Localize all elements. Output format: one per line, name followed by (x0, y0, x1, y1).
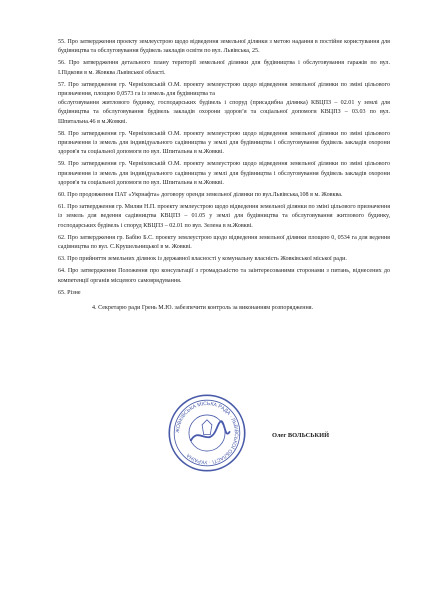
agenda-item-text: 61. Про затвердження гр. Миляи Н.П. проекту землеустрою щодо відведення земельної ділянки по зміні цільового призначення із земель для ведення садівництва КВЦПЗ – 01.05 у землі для будівництва та обслуговування житлового будинку, господарських будівель і споруд КВЦПЗ – 02.01 по вул. Зелена в м.Жовкві. (58, 204, 391, 229)
agenda-item (58, 203, 390, 231)
official-seal-stamp (166, 392, 248, 474)
agenda-item (58, 191, 390, 200)
agenda-item-text: 56. Про затвердження детального плану території земельної ділянки для будівництва і обслуговування гаражів по вул. І.Підкови в м. Жовква Львівської області. (58, 60, 390, 76)
agenda-item (58, 160, 390, 188)
agenda-item (58, 255, 390, 264)
control-paragraph: 4. Секретарю ради Грень М.Ю. забезпечити контроль за виконанням розпорядження. (92, 305, 314, 312)
seal-ring-text: ЖОВКІВСЬКА МІСЬКА РАДА · ЛЬВІВСЬКОЇ ОБЛАСТІ · УКРАЇНА (175, 401, 239, 465)
agenda-item-text: 62. Про затвердження гр. Бабію Б.С. проекту землеустрою щодо відведення земельної ділянки площею 0, 0534 га для ведення садівництва по вул. С.Крушельницької в м. Жовкві. (58, 234, 390, 251)
agenda-item (58, 38, 390, 56)
agenda-item (58, 81, 390, 127)
agenda-item-text: 57. Про затвердження гр. Черніховській О.М. проекту землеустрою щодо відведення земельної ділянки по зміні цільового призначення, площею 0,0573 га із земель для будівництва та (58, 81, 390, 98)
agenda-item (58, 234, 390, 252)
agenda-item-text: 63. Про прийняття земельних ділянок із державної власності у комунальну власність Жовківської міської ради. (58, 256, 347, 263)
agenda-item-text: обслуговування житлового будинку, господарських будівель і споруд (присадибна ділянка) КВЦПЗ – 02.01 у землі для будівництва та обслуговування будівель закладів охорони здоров’я та соціальної допомоги КВЦПЗ – 03.03 по вул. Шпитальна.46 в м.Жовкві. (58, 100, 390, 125)
agenda-item (58, 130, 390, 158)
agenda-item-text: 60. Про продовження ПАТ «Укрнафта» договору оренди земельної ділянки по вул.Львівська,108 в м. Жовква. (58, 192, 343, 199)
agenda-item-text: 65. Різне (58, 289, 81, 296)
agenda-item (58, 267, 390, 285)
agenda-item-text: 58. Про затвердження гр. Черніховській О.М. проекту землеустрою щодо відведення земельної ділянки по зміні цільового призначення із земель для індивідуального садівництва у землі для будівництва і обслуговування будівель закладів охорони здоров'я та соціальної допомоги по вул. Шпитальна в м.Жовкві. (58, 130, 390, 156)
agenda-item (58, 59, 390, 77)
agenda-item-text: 59. Про затвердження гр. Черніховській О.М. проекту землеустрою щодо відведення земельної ділянки по зміні цільового призначення із земель для індивідуального садівництва у землі для будівництва і обслуговування будівель закладів охорони здоров'я та соціальної допомоги по вул. Шпитальна в м.Жовкві. (58, 161, 390, 186)
agenda-list (58, 38, 390, 298)
agenda-item (58, 289, 390, 298)
agenda-item-text: 55. Про затвердження проекту землеустрою щодо відведення земельної ділянки з метою надання в постійне користування для будівництва та обслуговування будівель закладів освіти по вул. Львівська, 25. (58, 39, 390, 55)
agenda-item-text: 64. Про затвердження Положення про консультації з громадськістю та заінтересованими сторонами з питань, віднесених до компетенції органів місцевого самоврядування. (58, 268, 390, 284)
signer-name: Олег ВОЛЬСЬКИЙ (272, 432, 330, 439)
